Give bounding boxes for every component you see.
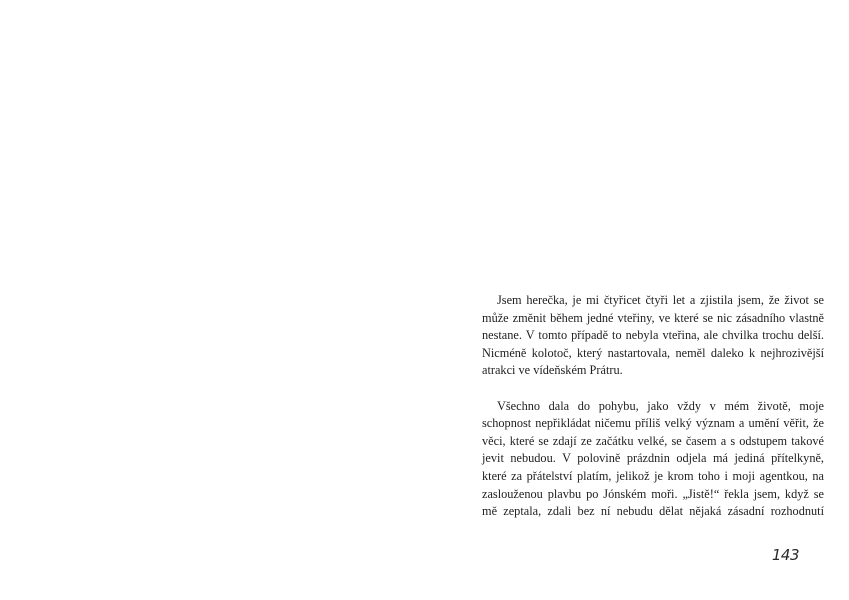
paragraph-1: Jsem herečka, je mi čtyřicet čtyři let a zjistila jsem, že život se může změnit během jedné vteřiny, ve které se nic zásadního vlastně nestane. V tomto případě to nebyla vteřina, ale chvilka trochu delší. Nicméně kolotoč, který nastartovala, neměl daleko k nejhrozivější atrakci ve vídeňském Prátru. [482,293,824,378]
left-page-blank [0,0,424,600]
right-page [424,0,849,600]
page-number: 143 [771,546,799,564]
body-text [482,292,824,521]
paragraph-2: Všechno dala do pohybu, jako vždy v mém životě, moje schopnost nepřikládat ničemu příliš velký význam a umění věřit, že věci, které se zdají ze začátku velké, se časem a s odstupem takové jevit nebudou. V polovině prázdnin odjela má jediná přítelkyně, které za přátelství platím, jelikož je krom toho i moji agentkou, na zaslouženou plavbu po Jónském moři. „Jistě!“ řekla jsem, když se mě zeptala, zdali bez ní nebudu dělat nějaká zásadní rozhodnutí [482,398,824,519]
